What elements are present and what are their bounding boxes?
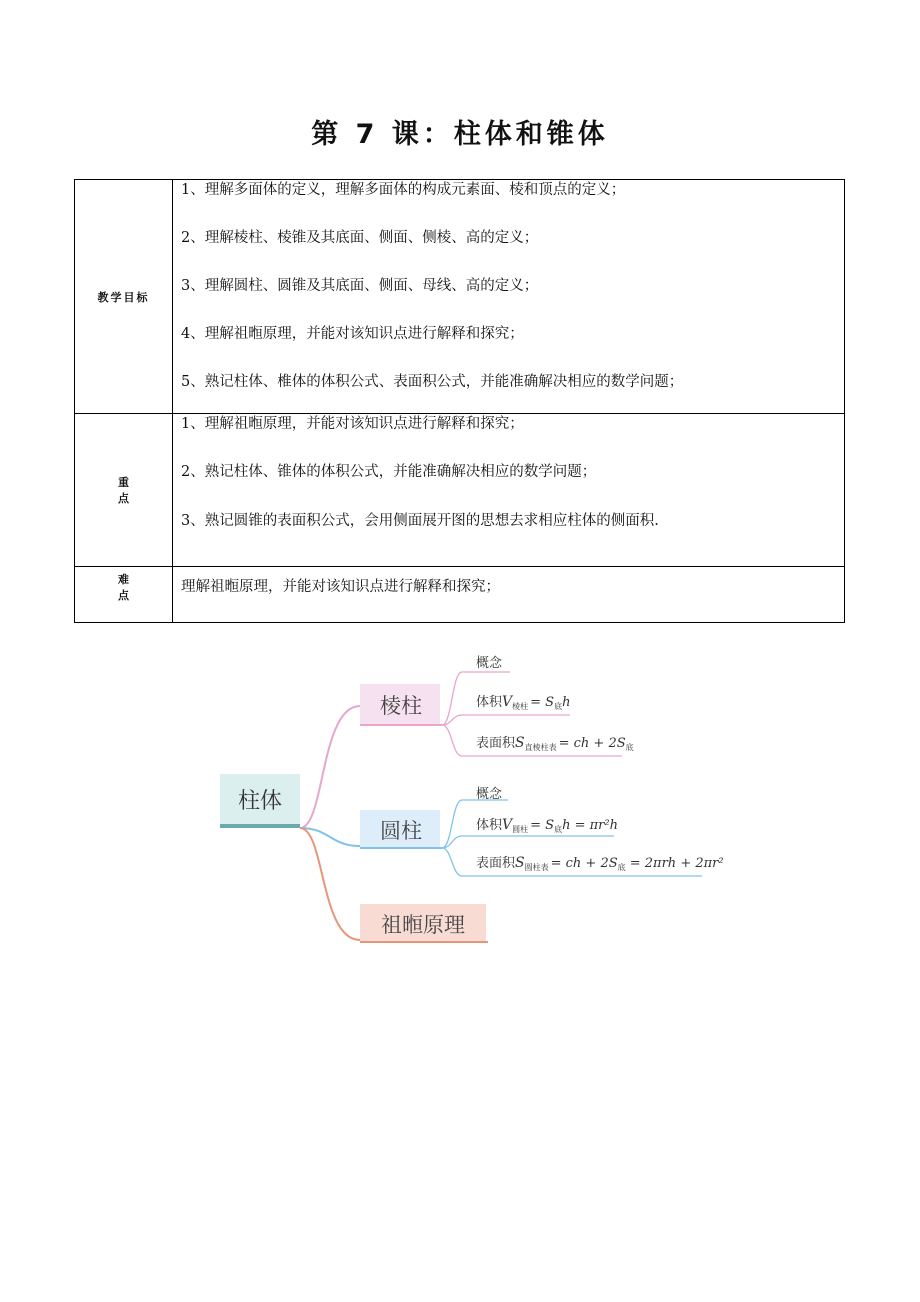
prism-surface-leaf: [476, 735, 634, 752]
prism-node-label: 棱柱: [380, 694, 422, 718]
leaf-symbol: V: [502, 694, 513, 710]
mind-map: [0, 640, 920, 970]
row-label-difficulties: [75, 567, 173, 623]
table-row: [75, 414, 845, 567]
branch-zu-geng[interactable]: [360, 904, 488, 942]
table-row: [75, 180, 845, 414]
list-item: 3、理解圆柱、圆锥及其底面、侧面、母线、高的定义；: [181, 278, 539, 294]
list-item: 理解祖暅原理，并能对该知识点进行解释和探究；: [181, 579, 500, 595]
leaf-symbol: S: [515, 735, 525, 751]
leaf-tail: h = πr²h: [562, 818, 618, 833]
leaf-symbol: S: [515, 855, 525, 871]
leaf-subscript: 棱柱: [512, 702, 529, 711]
key-points-cell: [173, 414, 845, 567]
leaf-prefix: 表面积: [476, 856, 516, 871]
leaf-rhs-subscript: 底: [554, 825, 563, 834]
leaf-rhs-subscript: 底: [554, 702, 563, 711]
cylinder-surface-leaf: [476, 855, 724, 872]
page-title: 第 7 课：柱体和锥体: [311, 119, 609, 150]
connector-cylinder-volume: [442, 836, 614, 848]
root-node-label: 柱体: [237, 789, 283, 814]
cylinder-node-label: 圆柱: [380, 819, 422, 843]
leaf-rhs: = ch + 2S: [550, 856, 618, 871]
branch-prism[interactable]: [360, 684, 442, 725]
objectives-cell: [173, 180, 845, 414]
zu-node-label: 祖暅原理: [381, 913, 465, 937]
row-label-text: 难 点: [118, 573, 161, 602]
leaf-prefix: 体积: [476, 695, 503, 710]
connector-prism: [300, 706, 360, 828]
lesson-plan-table: [74, 179, 845, 623]
list-item: 2、熟记柱体、锥体的体积公式，并能准确解决相应的数学问题；: [181, 464, 597, 480]
prism-volume-leaf: [476, 694, 570, 711]
connector-prism-volume: [442, 715, 570, 725]
leaf-rhs: = S: [530, 818, 555, 833]
root-node-underline: [220, 824, 300, 828]
leaf-prefix: 表面积: [476, 736, 516, 751]
leaf-prefix: 体积: [476, 818, 503, 833]
row-label-text: 重 点: [118, 476, 161, 505]
leaf-subscript: 圆柱: [512, 825, 529, 834]
cylinder-concept-leaf: 概念: [476, 787, 503, 802]
leaf-rhs: = S: [530, 695, 555, 710]
branch-cylinder[interactable]: [360, 810, 442, 848]
list-item: 5、熟记柱体、椎体的体积公式、表面积公式，并能准确解决相应的数学问题；: [181, 374, 684, 390]
leaf-rhs: = ch + 2S: [558, 736, 626, 751]
leaf-tail: = 2πrh + 2πr²: [625, 856, 724, 871]
root-node[interactable]: [220, 774, 300, 828]
row-label-key-points: [75, 414, 173, 567]
leaf-rhs-subscript: 底: [617, 863, 626, 872]
list-item: 2、理解棱柱、棱锥及其底面、侧面、侧棱、高的定义；: [181, 230, 539, 246]
difficulties-cell: [173, 567, 845, 623]
list-item: 1、理解祖暅原理，并能对该知识点进行解释和探究；: [181, 416, 524, 432]
prism-concept-leaf: 概念: [476, 656, 503, 671]
leaf-subscript: 圆柱表: [524, 863, 549, 872]
leaf-subscript: 直棱柱表: [524, 743, 557, 752]
leaf-symbol: V: [502, 817, 513, 833]
list-item: 1、理解多面体的定义，理解多面体的构成元素面、棱和顶点的定义；: [181, 182, 626, 198]
row-label-objectives: [75, 180, 173, 414]
connector-cylinder: [300, 828, 360, 846]
list-item: 3、熟记圆锥的表面积公式，会用侧面展开图的思想去求相应柱体的侧面积.: [181, 513, 659, 529]
row-label-text: 教学目标: [97, 290, 150, 304]
table-row: [75, 567, 845, 623]
leaf-tail: h: [562, 695, 571, 710]
leaf-rhs-subscript: 底: [625, 743, 634, 752]
list-item: 4、理解祖暅原理，并能对该知识点进行解释和探究；: [181, 326, 524, 342]
cylinder-volume-leaf: [476, 817, 618, 834]
